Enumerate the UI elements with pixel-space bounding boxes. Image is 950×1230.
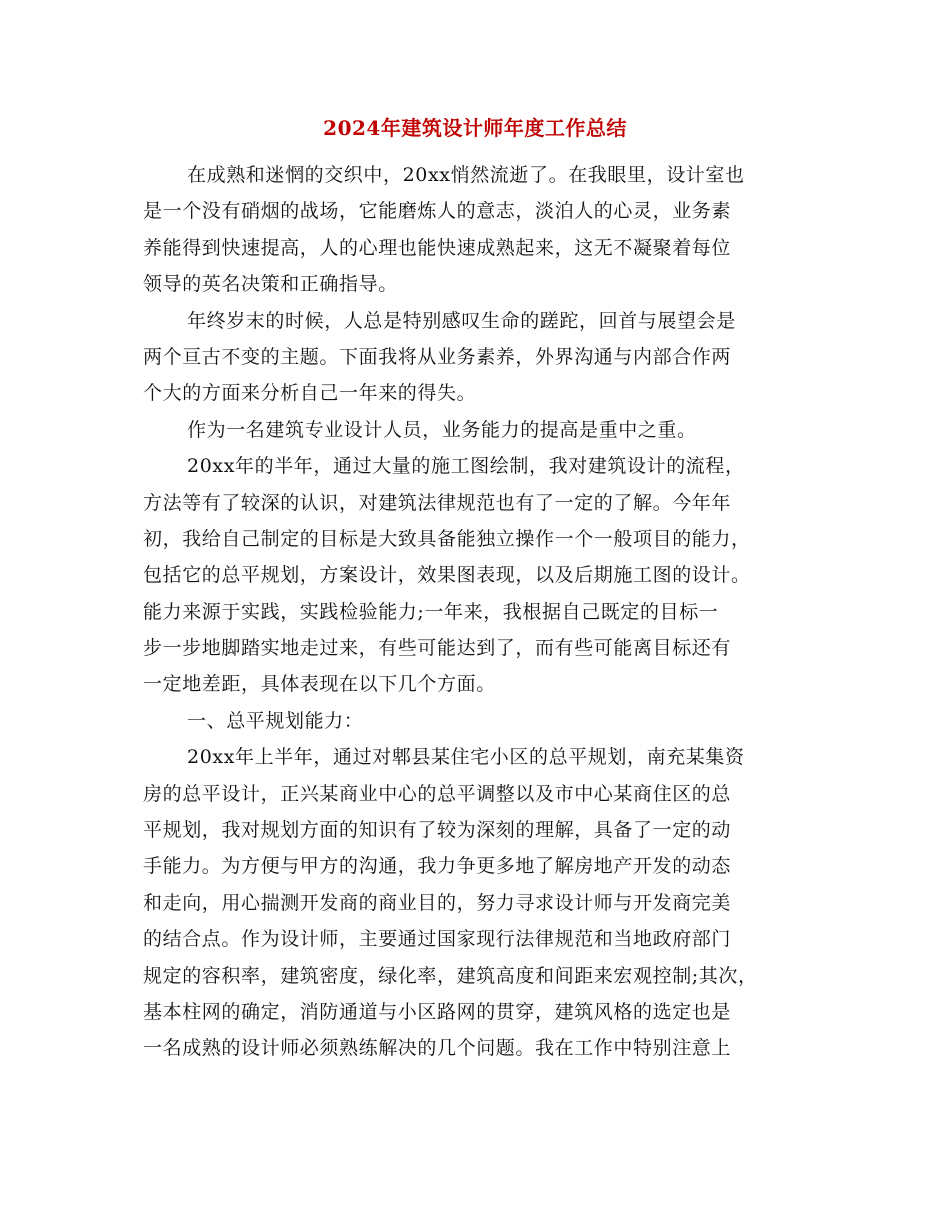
paragraph-line: 年终岁末的时候，人总是特别感叹生命的蹉跎，回首与展望会是 — [187, 309, 736, 332]
paragraph-line: 包括它的总平规划，方案设计，效果图表现，以及后期施工图的设计。 — [143, 564, 751, 587]
paragraph-line: 能力来源于实践，实践检验能力;一年来，我根据自己既定的目标一 — [143, 600, 719, 623]
paragraph-line: 规定的容积率，建筑密度，绿化率，建筑高度和间距来宏观控制;其次， — [143, 964, 758, 987]
paragraph-line: 的结合点。作为设计师，主要通过国家现行法律规范和当地政府部门 — [143, 928, 732, 951]
paragraph-line: 方法等有了较深的认识，对建筑法律规范也有了一定的了解。今年年 — [143, 491, 732, 514]
paragraph-line: 步一步地脚踏实地走过来，有些可能达到了，而有些可能离目标还有 — [143, 637, 732, 660]
paragraph-line: 20xx年的半年，通过大量的施工图绘制，我对建筑设计的流程， — [187, 455, 745, 478]
paragraph-line: 房的总平设计，正兴某商业中心的总平调整以及市中心某商住区的总 — [143, 782, 732, 805]
paragraph-line: 是一个没有硝烟的战场，它能磨炼人的意志，淡泊人的心灵，业务素 — [143, 200, 732, 223]
paragraph-line: 基本柱网的确定，消防通道与小区路网的贯穿，建筑风格的选定也是 — [143, 1000, 732, 1023]
section-heading: 一、总平规划能力： — [187, 709, 364, 732]
paragraph-line: 养能得到快速提高，人的心理也能快速成熟起来，这无不凝聚着每位 — [143, 236, 732, 259]
document-title: 2024年建筑设计师年度工作总结 — [323, 116, 627, 140]
paragraph-line: 在成熟和迷惘的交织中，20xx悄然流逝了。在我眼里，设计室也 — [187, 164, 745, 186]
paragraph-line: 平规划，我对规划方面的知识有了较为深刻的理解，具备了一定的动 — [143, 819, 732, 842]
document-body — [143, 157, 823, 1067]
paragraph-line: 手能力。为方便与甲方的沟通，我力争更多地了解房地产开发的动态 — [143, 855, 732, 878]
paragraph-line: 作为一名建筑专业设计人员，业务能力的提高是重中之重。 — [187, 418, 697, 441]
paragraph-line: 一定地差距，具体表现在以下几个方面。 — [143, 673, 496, 696]
paragraph-line: 两个亘古不变的主题。下面我将从业务素养，外界沟通与内部合作两 — [143, 345, 732, 368]
paragraph-line: 20xx年上半年，通过对郫县某住宅小区的总平规划，南充某集资 — [187, 746, 745, 769]
paragraph-line: 和走向，用心揣测开发商的商业目的，努力寻求设计师与开发商完美 — [143, 891, 732, 914]
paragraph-line: 初，我给自己制定的目标是大致具备能独立操作一个一般项目的能力， — [143, 527, 751, 550]
paragraph-line: 一名成熟的设计师必须熟练解决的几个问题。我在工作中特别注意上 — [143, 1037, 732, 1060]
paragraph-line: 个大的方面来分析自己一年来的得失。 — [143, 382, 477, 405]
paragraph-line: 领导的英名决策和正确指导。 — [143, 273, 398, 296]
